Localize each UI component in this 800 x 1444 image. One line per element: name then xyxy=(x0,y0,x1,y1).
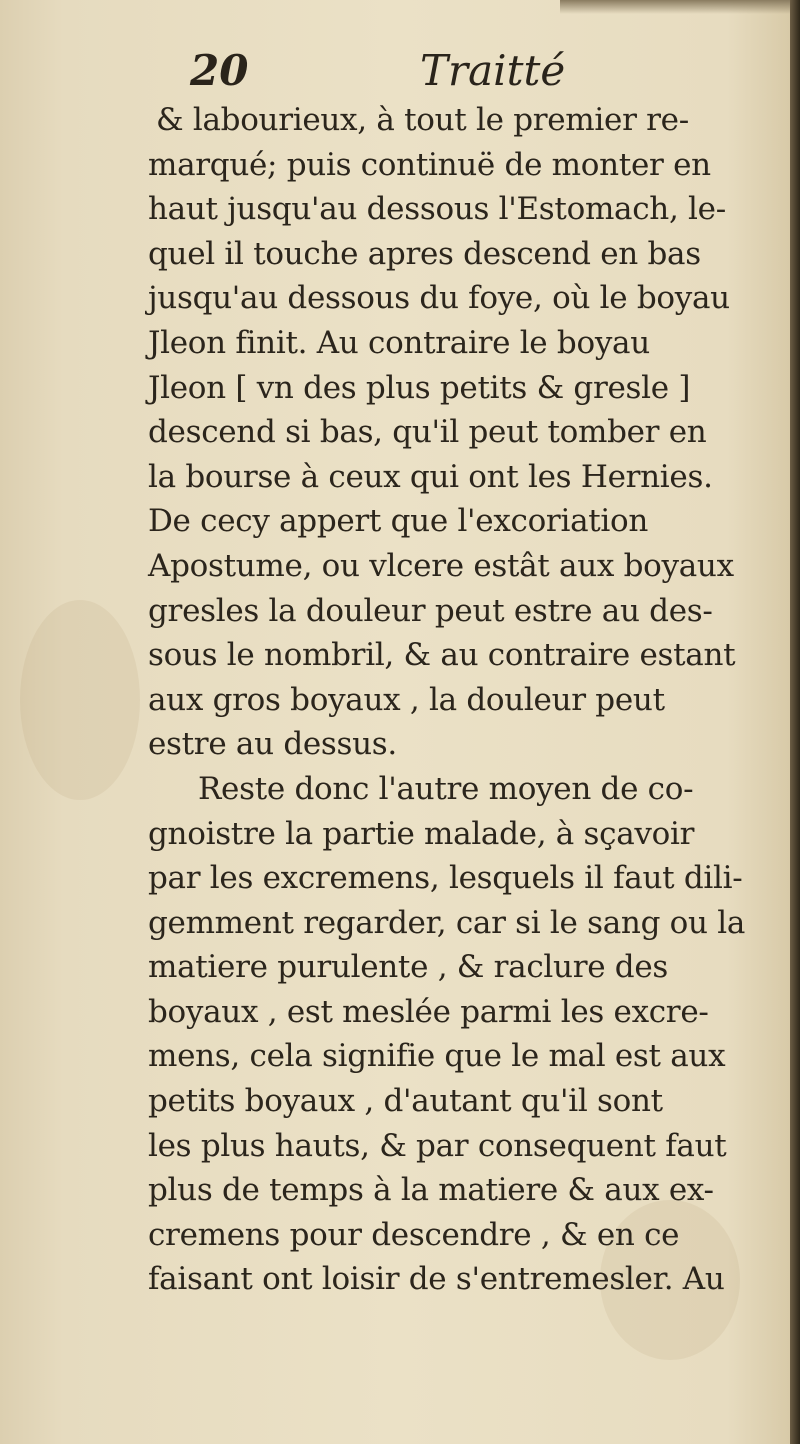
text-line: Jleon [ vn des plus petits & gresle ] xyxy=(148,369,691,406)
text-line: gemment regarder, car si le sang ou la xyxy=(148,904,746,941)
text-line: mens, cela signifie que le mal est aux xyxy=(148,1038,726,1075)
text-line: & labourieux, à tout le premier re- xyxy=(156,102,689,138)
text-line: matiere purulente , & raclure des xyxy=(148,949,669,986)
text-line: Jleon finit. Au contraire le boyau xyxy=(148,324,650,361)
text-line: aux gros boyaux , la douleur peut xyxy=(148,681,665,718)
body-text xyxy=(148,98,788,1302)
text-line: cremens pour descendre , & en ce xyxy=(148,1216,680,1253)
text-line: petits boyaux , d'autant qu'il sont xyxy=(148,1083,663,1120)
text-line: gresles la douleur peut estre au des- xyxy=(148,592,713,629)
book-spine-edge xyxy=(790,0,800,1444)
text-line: par les excremens, lesquels il faut dili- xyxy=(148,860,743,897)
text-line: descend si bas, qu'il peut tomber en xyxy=(148,414,707,451)
text-line: sous le nombril, & au contraire estant xyxy=(148,637,736,674)
text-line: marqué; puis continuë de monter en xyxy=(148,146,711,183)
text-line: estre au dessus. xyxy=(148,726,397,763)
text-line: la bourse à ceux qui ont les Hernies. xyxy=(148,458,713,495)
text-line: Apostume, ou vlcere estât aux boyaux xyxy=(148,547,734,584)
page-header xyxy=(150,40,750,104)
text-line: De cecy appert que l'excoriation xyxy=(148,503,649,540)
text-line: les plus hauts, & par consequent faut xyxy=(148,1127,727,1164)
text-line: quel il touche apres descend en bas xyxy=(148,235,701,272)
running-head: Traitté xyxy=(420,46,566,95)
text-line: plus de temps à la matiere & aux ex- xyxy=(148,1172,714,1209)
text-line: faisant ont loisir de s'entremesler. Au xyxy=(148,1261,725,1298)
paper-stain xyxy=(20,600,140,800)
text-line: haut jusqu'au dessous l'Estomach, le- xyxy=(148,191,726,228)
page-number: 20 xyxy=(190,46,249,95)
text-line: boyaux , est meslée parmi les excre- xyxy=(148,993,709,1030)
text-line: jusqu'au dessous du foye, où le boyau xyxy=(148,280,730,317)
page-shadow xyxy=(560,0,790,14)
text-line: Reste donc l'autre moyen de co- xyxy=(198,770,694,807)
text-line: gnoistre la partie malade, à sçavoir xyxy=(148,815,695,852)
